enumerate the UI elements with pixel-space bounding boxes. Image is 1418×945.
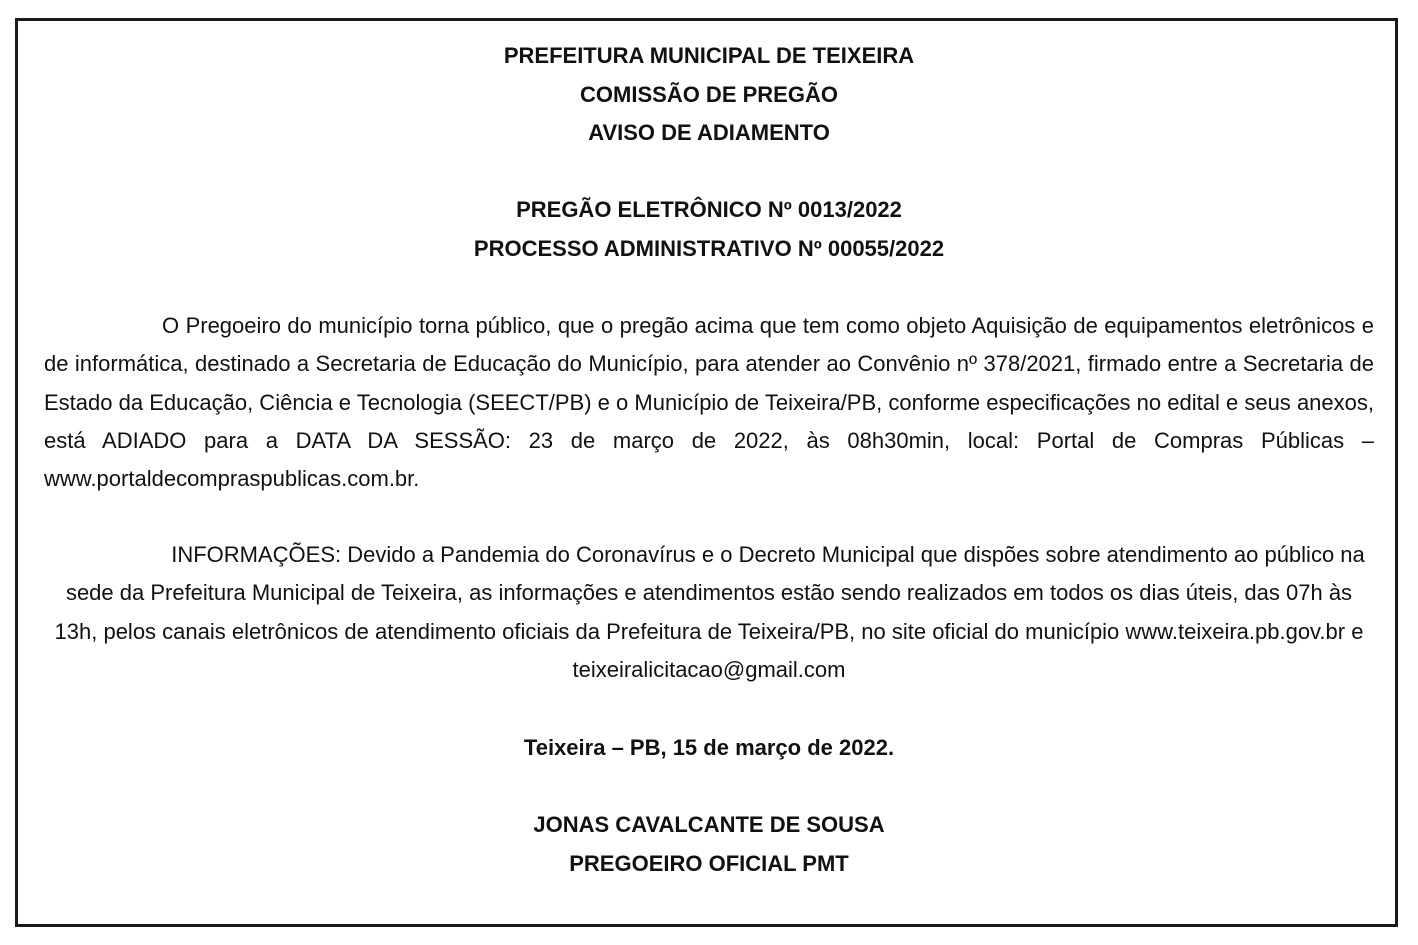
commission-name: COMISSÃO DE PREGÃO [580, 81, 838, 107]
notice-body-paragraph [44, 307, 1374, 498]
signature-block [44, 806, 1374, 883]
administrative-process-number: PROCESSO ADMINISTRATIVO Nº 00055/2022 [473, 235, 945, 261]
notice-header [44, 37, 1374, 153]
information-paragraph: INFORMAÇÕES: Devido a Pandemia do Coronavírus e o Decreto Municipal que dispões sobre atendimento ao público na sede da Prefeitura Municipal de Teixeira, as informações e atendimentos estão sendo realizados em todos os dias úteis, das 07h às 13h, pelos canais eletrônicos de atendimento oficiais da Prefeitura de Teixeira/PB, no site oficial do município www.teixeira.pb.gov.br e teixeiralicitacao@gmail.com [54, 542, 1365, 682]
process-identifiers [44, 191, 1374, 268]
signatory-title: PREGOEIRO OFICIAL PMT [569, 850, 849, 876]
dateline-block [44, 729, 1374, 768]
place-and-date: Teixeira – PB, 15 de março de 2022. [523, 735, 895, 760]
municipality-name: PREFEITURA MUNICIPAL DE TEIXEIRA [503, 43, 915, 68]
information-section [44, 536, 1374, 689]
auction-number: PREGÃO ELETRÔNICO Nº 0013/2022 [516, 197, 902, 222]
notice-title: AVISO DE ADIAMENTO [588, 120, 830, 145]
signatory-name: JONAS CAVALCANTE DE SOUSA [533, 812, 885, 837]
postponement-paragraph: O Pregoeiro do município torna público, que o pregão acima que tem como objeto Aquisição de equipamentos eletrônicos e de informática, destinado a Secretaria de Educação do Município, para atender ao Convênio nº 378/2021, firmado entre a Secretaria de Estado da Educação, Ciência e Tecnologia (SEECT/PB) e o Município de Teixeira/PB, conforme especificações no edital e seus anexos, está ADIADO para a DATA DA SESSÃO: 23 de março de 2022, às 08h30min, local: Portal de Compras Públicas – www.portaldecompraspublicas.com.br. [44, 313, 1374, 492]
